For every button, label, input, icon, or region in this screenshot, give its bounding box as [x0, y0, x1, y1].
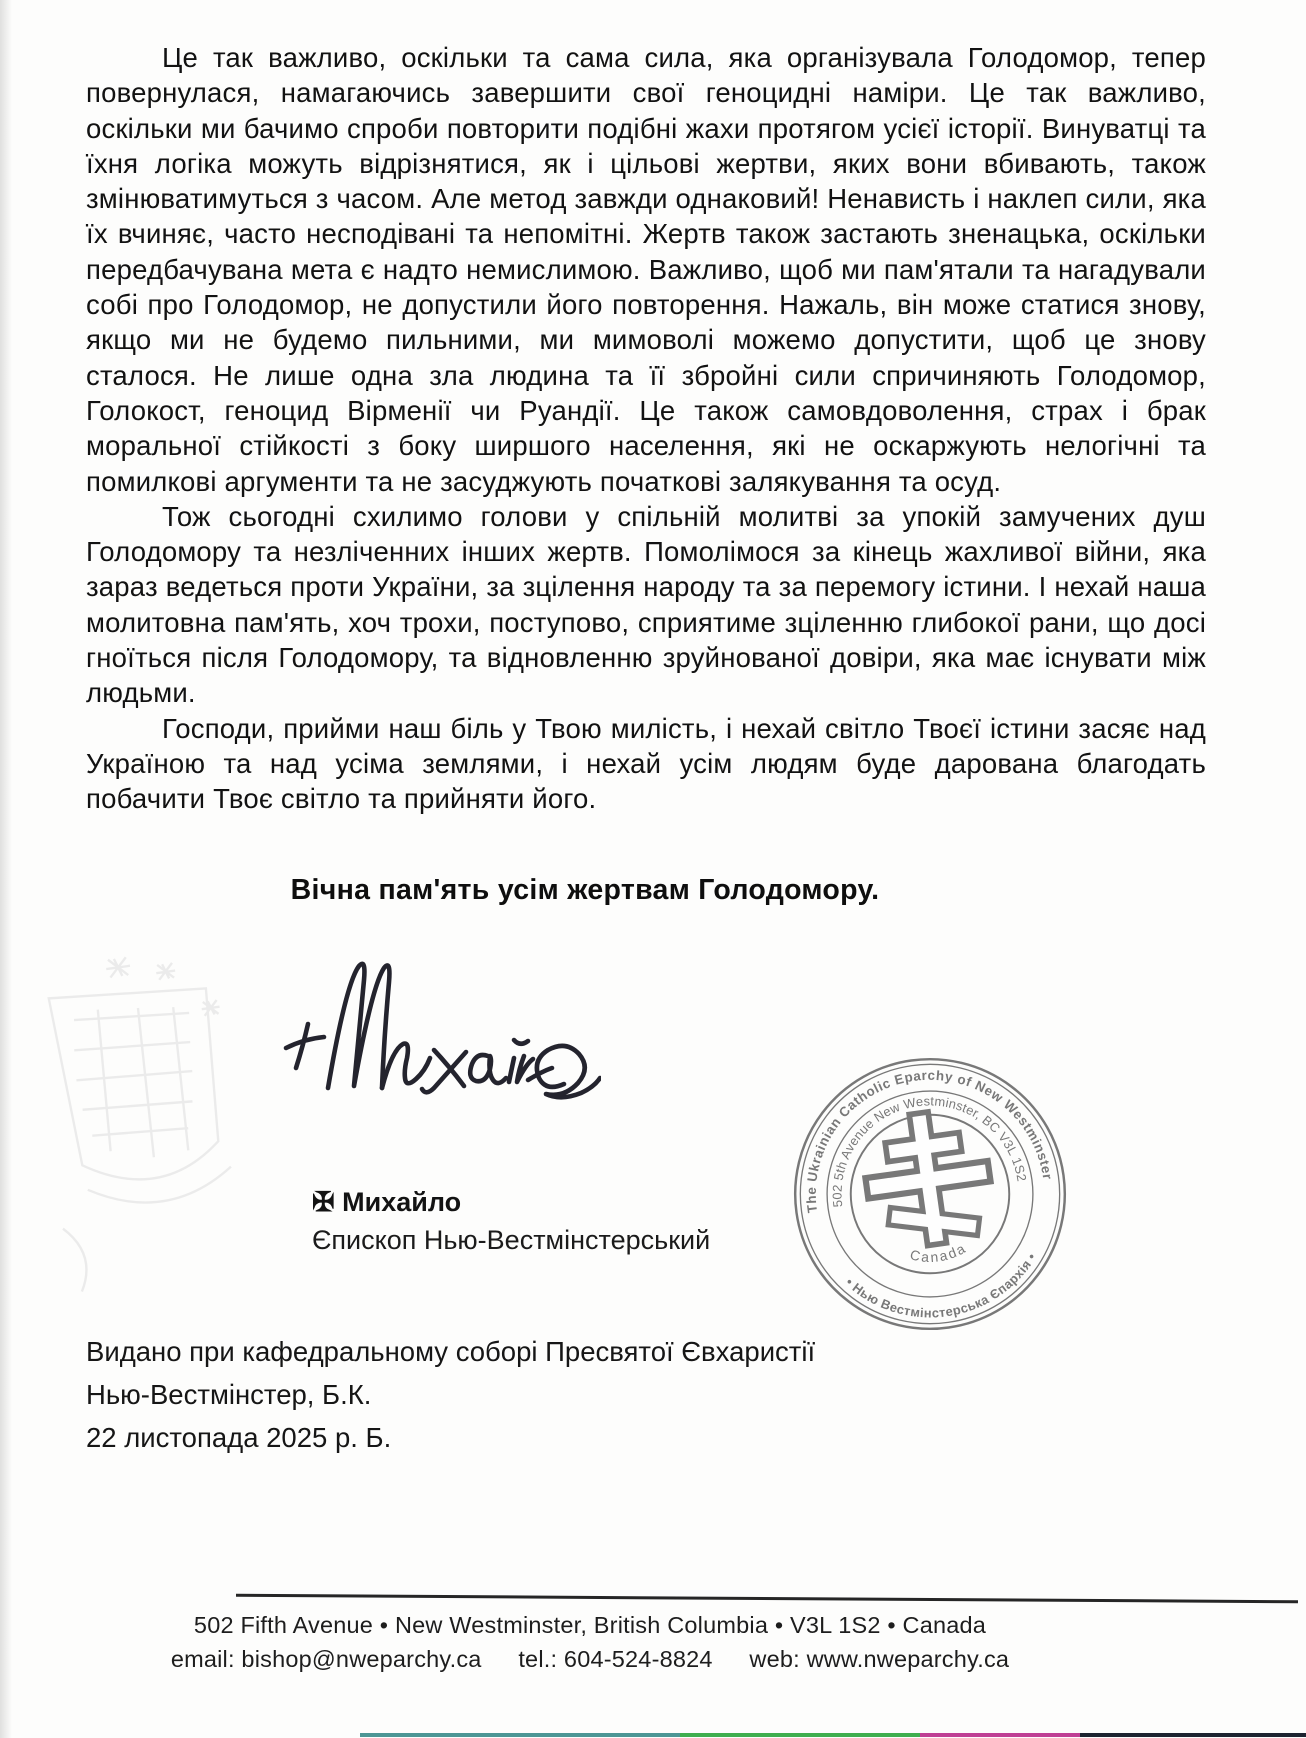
- stamp-address-text: 502 5th Avenue New Westminster, BC V3L 1S2: [829, 1093, 1030, 1209]
- scan-edge-teal: [360, 1733, 680, 1737]
- orthodox-cross-icon: [869, 1116, 987, 1242]
- signature-block: [312, 1183, 710, 1259]
- scan-edge-green: [680, 1733, 920, 1737]
- memorial-line: Вічна пам'ять усім жертвам Голодомору.: [290, 874, 880, 906]
- stamp-canada-text: Canada: [908, 1239, 970, 1266]
- embossed-seal: [18, 915, 288, 1315]
- signatory-title: Єпископ Нью-Вестмінстерський: [312, 1225, 711, 1255]
- stamp-outer-top-text: The Ukrainian Catholic Eparchy of New Westminster: [803, 1067, 1056, 1214]
- footer-address: 502 Fifth Avenue • New Westminster, British Columbia • V3L 1S2 • Canada: [193, 1612, 987, 1638]
- paragraph-2: Тож сьогодні схилимо голови у спільній молитві за упокій замучених душ Голодомору та незліченних інших жертв. Помолімося за кінець жахливої війни, яка зараз ведеться проти України, за зцілення народу та за перемогу істини. І нехай наша молитовна пам'ять, хоч трохи, поступово, сприятиме зціленню глибокої рани, що досі гноїться після Голодомору, та відновленню зруйнованої довіри, яка має існувати між людьми.: [86, 500, 1206, 709]
- eparchy-stamp: [788, 1052, 1072, 1336]
- issuance-city: Нью-Вестмінстер, Б.К.: [86, 1379, 372, 1410]
- signature-handwriting: [256, 928, 601, 1168]
- scan-edge-artifact: [360, 1733, 1306, 1737]
- footer-email: email: bishop@nweparchy.ca: [170, 1646, 482, 1672]
- footer-divider: [236, 1594, 1298, 1603]
- issuance-date: 22 листопада 2025 р. Б.: [86, 1422, 392, 1453]
- issuance-block: [86, 1330, 815, 1459]
- scan-edge-dark: [1080, 1733, 1306, 1737]
- footer-phone: tel.: 604-524-8824: [518, 1646, 713, 1672]
- letter-body: [86, 40, 1206, 817]
- signatory-name: ✠ Михайло: [312, 1187, 462, 1217]
- footer-web: web: www.nweparchy.ca: [749, 1646, 1010, 1672]
- stamp-outer-bottom-text: • Нью Вестмінстерська Єпархія •: [842, 1250, 1040, 1321]
- scan-edge-magenta: [920, 1733, 1080, 1737]
- footer: [110, 1608, 1070, 1676]
- paragraph-1: Це так важливо, оскільки та сама сила, яка організувала Голодомор, тепер повернулася, намагаючись завершити свої геноцидні наміри. Це так важливо, оскільки ми бачимо спроби повторити подібні жахи протягом усієї історії. Винуватці та їхня логіка можуть відрізнятися, як і цільові жертви, яких вони вбивають, також змінюватимуться з часом. Але метод завжди однаковий! Ненависть і наклеп сили, яка їх вчиняє, часто несподівані та непомітні. Жертв також застають зненацька, оскільки передбачувана мета є надто немислимою. Важливо, щоб ми пам'ятали та нагадували собі про Голодомор, не допустили його повторення. Нажаль, він може статися знову, якщо ми не будемо пильними, ми мимоволі можемо допустити, щоб це знову сталося. Не лише одна зла людина та її збройні сили спричиняють Голодомор, Голокост, геноцид Вірменії чи Руандії. Це також самовдоволення, страх і брак моральної стійкості з боку ширшого населення, які не оскаржують нелогічні та помилкові аргументи та не засуджують початкові залякування та осуд.: [86, 42, 1206, 497]
- paragraph-3: Господи, прийми наш біль у Твою милість, і нехай світло Твоєї істини засяє над Україною та над усіма землями, і нехай усім людям буде дарована благодать побачити Твоє світло та прийняти його.: [86, 712, 1206, 815]
- footer-contacts: [110, 1642, 1070, 1676]
- issuance-place: Видано при кафедральному соборі Пресвятої Євхаристії: [86, 1336, 816, 1367]
